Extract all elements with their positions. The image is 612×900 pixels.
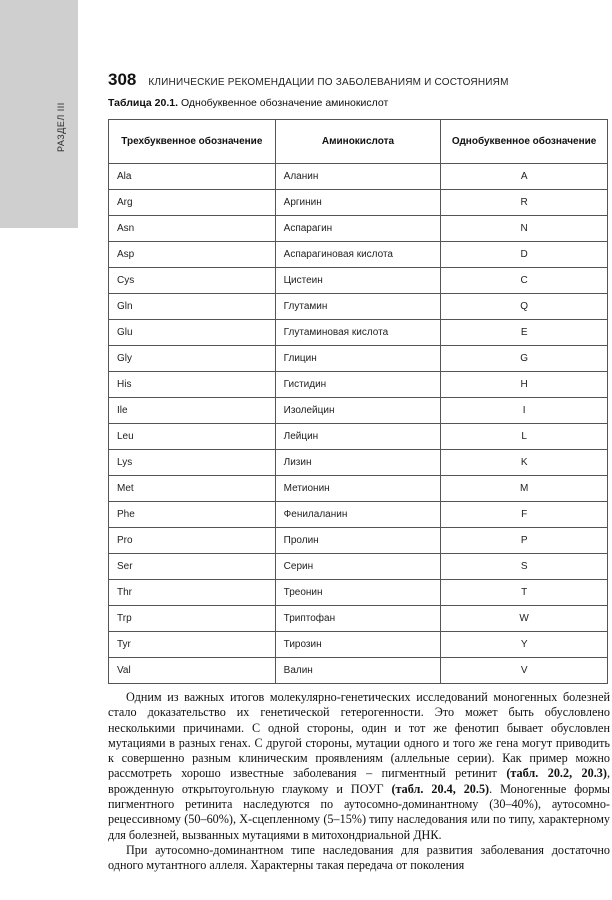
- three-letter-code: Ala: [109, 164, 276, 190]
- table-header-row: [109, 120, 608, 164]
- one-letter-code: E: [441, 320, 608, 346]
- paragraph-1: [108, 690, 610, 843]
- one-letter-code: C: [441, 268, 608, 294]
- table-row: [109, 554, 608, 580]
- three-letter-code: Asn: [109, 216, 276, 242]
- three-letter-code: Asp: [109, 242, 276, 268]
- three-letter-code: Arg: [109, 190, 276, 216]
- one-letter-code: T: [441, 580, 608, 606]
- one-letter-code: L: [441, 424, 608, 450]
- table-row: [109, 268, 608, 294]
- three-letter-code: Thr: [109, 580, 276, 606]
- three-letter-code: Glu: [109, 320, 276, 346]
- header-one-letter: Однобуквенное обозначение: [441, 120, 608, 164]
- table-caption-label: Таблица 20.1.: [108, 97, 179, 109]
- one-letter-code: G: [441, 346, 608, 372]
- body-text: [108, 690, 610, 874]
- amino-acid-table: [108, 119, 608, 684]
- running-title: КЛИНИЧЕСКИЕ РЕКОМЕНДАЦИИ ПО ЗАБОЛЕВАНИЯМ И СОСТОЯНИЯМ: [148, 77, 509, 88]
- three-letter-code: Val: [109, 658, 276, 684]
- amino-acid-name: Метионин: [275, 476, 441, 502]
- table-reference: (табл. 20.2, 20.3): [506, 766, 607, 781]
- table-row: [109, 242, 608, 268]
- amino-acid-name: Аргинин: [275, 190, 441, 216]
- amino-acid-name: Лизин: [275, 450, 441, 476]
- amino-acid-name: Серин: [275, 554, 441, 580]
- amino-acid-name: Фенилаланин: [275, 502, 441, 528]
- one-letter-code: Q: [441, 294, 608, 320]
- table-row: [109, 424, 608, 450]
- one-letter-code: F: [441, 502, 608, 528]
- amino-acid-name: Аспарагин: [275, 216, 441, 242]
- one-letter-code: R: [441, 190, 608, 216]
- paragraph-2: При аутосомно-доминантном типе наследования для развития заболевания достаточно одного мутантного аллеля. Характерны такая передача от поколения: [108, 842, 610, 873]
- paragraph-1-part-a: Одним из важных итогов молекулярно-генетических исследований моногенных болезней стало доказательство их генетической гетерогенности. Это может быть обусловлено несколькими причинами. С одной стороны, один и тот же фенотип бывает обусловлен мутациями в разных генах. С другой стороны, мутации одного и того же гена могут приводить к совершенно разным клиническим проявлениям (аллельные серии). Как пример можно рассмотреть хорошо известные заболевания – пигментный ретинит: [108, 690, 610, 781]
- three-letter-code: Ser: [109, 554, 276, 580]
- table-row: [109, 450, 608, 476]
- three-letter-code: Lys: [109, 450, 276, 476]
- table-caption-text: Однобуквенное обозначение аминокислот: [180, 97, 389, 109]
- one-letter-code: S: [441, 554, 608, 580]
- table-row: [109, 294, 608, 320]
- table-row: [109, 658, 608, 684]
- section-side-tab: [0, 0, 78, 228]
- table-row: [109, 398, 608, 424]
- one-letter-code: D: [441, 242, 608, 268]
- amino-acid-name: Валин: [275, 658, 441, 684]
- table-row: [109, 216, 608, 242]
- one-letter-code: K: [441, 450, 608, 476]
- three-letter-code: Phe: [109, 502, 276, 528]
- three-letter-code: Trp: [109, 606, 276, 632]
- three-letter-code: Gln: [109, 294, 276, 320]
- one-letter-code: H: [441, 372, 608, 398]
- paragraph-1-part-b: , врожденную открытоугольную глаукому и ПОУГ: [108, 766, 610, 796]
- table-row: [109, 632, 608, 658]
- amino-acid-name: Пролин: [275, 528, 441, 554]
- three-letter-code: Tyr: [109, 632, 276, 658]
- table-caption: [108, 97, 388, 109]
- three-letter-code: Pro: [109, 528, 276, 554]
- one-letter-code: N: [441, 216, 608, 242]
- three-letter-code: Cys: [109, 268, 276, 294]
- page-number: 308: [108, 70, 137, 89]
- table-row: [109, 164, 608, 190]
- table-row: [109, 606, 608, 632]
- table-row: [109, 372, 608, 398]
- amino-acid-name: Глицин: [275, 346, 441, 372]
- amino-acid-name: Аланин: [275, 164, 441, 190]
- three-letter-code: Gly: [109, 346, 276, 372]
- one-letter-code: I: [441, 398, 608, 424]
- three-letter-code: His: [109, 372, 276, 398]
- header-three-letter: Трехбуквенное обозначение: [109, 120, 276, 164]
- amino-acid-name: Глутаминовая кислота: [275, 320, 441, 346]
- amino-acid-name: Треонин: [275, 580, 441, 606]
- amino-acid-name: Изолейцин: [275, 398, 441, 424]
- three-letter-code: Ile: [109, 398, 276, 424]
- paragraph-1-part-c: . Моногенные формы пигментного ретинита наследуются по аутосомно-доминантному (30–40%), аутосомно-рецессивному (50–60%), X-сцепленному (5–15%) типу наследования или по типу, характерному для болезней, вызванных мутациями в митохондриальной ДНК.: [108, 781, 610, 842]
- amino-acid-name: Аспарагиновая кислота: [275, 242, 441, 268]
- three-letter-code: Met: [109, 476, 276, 502]
- table-row: [109, 580, 608, 606]
- one-letter-code: V: [441, 658, 608, 684]
- table-row: [109, 320, 608, 346]
- amino-acid-name: Гистидин: [275, 372, 441, 398]
- header-amino-acid: Аминокислота: [275, 120, 441, 164]
- table-row: [109, 528, 608, 554]
- table-row: [109, 476, 608, 502]
- amino-acid-name: Глутамин: [275, 294, 441, 320]
- one-letter-code: W: [441, 606, 608, 632]
- one-letter-code: A: [441, 164, 608, 190]
- table-row: [109, 502, 608, 528]
- amino-acid-name: Триптофан: [275, 606, 441, 632]
- one-letter-code: P: [441, 528, 608, 554]
- amino-acid-name: Цистеин: [275, 268, 441, 294]
- table-row: [109, 346, 608, 372]
- running-header: [108, 70, 608, 90]
- amino-acid-name: Тирозин: [275, 632, 441, 658]
- table-reference: (табл. 20.4, 20.5): [391, 781, 490, 796]
- table-row: [109, 190, 608, 216]
- amino-acid-name: Лейцин: [275, 424, 441, 450]
- one-letter-code: M: [441, 476, 608, 502]
- three-letter-code: Leu: [109, 424, 276, 450]
- one-letter-code: Y: [441, 632, 608, 658]
- section-label: РАЗДЕЛ III: [56, 102, 66, 152]
